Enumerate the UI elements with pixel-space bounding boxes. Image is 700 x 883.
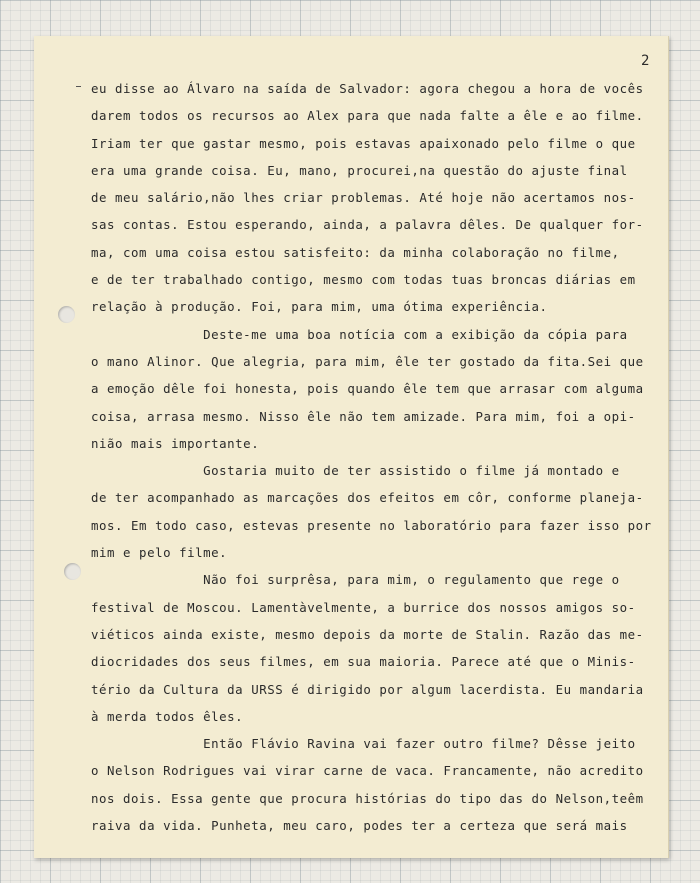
text-line: sas contas. Estou esperando, ainda, a palavra dêles. De qualquer for-: [91, 217, 644, 233]
punch-hole-upper: [58, 306, 75, 323]
text-line: a emoção dêle foi honesta, pois quando êle tem que arrasar com alguma: [91, 381, 644, 397]
text-line: à merda todos êles.: [91, 708, 244, 724]
page-number: 2: [641, 53, 650, 69]
text-line: ma, com uma coisa estou satisfeito: da minha colaboração no filme,: [91, 244, 620, 260]
text-line: o Nelson Rodrigues vai virar carne de vaca. Francamente, não acredito: [91, 763, 644, 779]
text-line: nos dois. Essa gente que procura histórias do tipo das do Nelson,teêm: [91, 790, 644, 806]
text-line: mos. Em todo caso, estevas presente no laboratório para fazer isso por: [91, 517, 652, 533]
text-line: eu disse ao Álvaro na saída de Salvador: agora chegou a hora de vocês: [91, 81, 644, 96]
text-line: Gostaria muito de ter assistido o filme já montado e: [91, 463, 620, 479]
text-line: o mano Alinor. Que alegria, para mim, êle ter gostado da fita.Sei que: [91, 353, 644, 369]
text-line: de ter acompanhado as marcações dos efeitos em côr, conforme planeja-: [91, 490, 644, 506]
text-line: nião mais importante.: [91, 435, 260, 451]
punch-hole-lower: [64, 563, 81, 580]
text-line: era uma grande coisa. Eu, mano, procurei,na questão do ajuste final: [91, 162, 628, 178]
text-line: e de ter trabalhado contigo, mesmo com todas tuas broncas diárias em: [91, 272, 636, 288]
text-line: festival de Moscou. Lamentàvelmente, a burrice dos nossos amigos so-: [91, 599, 636, 615]
text-line: Iriam ter que gastar mesmo, pois estavas apaixonado pelo filme o que: [91, 135, 636, 151]
text-line: coisa, arrasa mesmo. Nisso êle não tem amizade. Para mim, foi a opi-: [91, 408, 636, 424]
text-line: de meu salário,não lhes criar problemas. Até hoje não acertamos nos-: [91, 190, 636, 206]
text-line: viéticos ainda existe, mesmo depois da morte de Stalin. Razão das me-: [91, 626, 644, 642]
text-line: darem todos os recursos ao Alex para que nada falte a êle e ao filme.: [91, 108, 644, 124]
margin-mark: [76, 86, 81, 87]
text-line: Não foi surprêsa, para mim, o regulamento que rege o: [91, 572, 620, 588]
text-line: raiva da vida. Punheta, meu caro, podes ter a certeza que será mais: [91, 818, 628, 834]
text-line: relação à produção. Foi, para mim, uma ótima experiência.: [91, 299, 548, 315]
text-line: Então Flávio Ravina vai fazer outro filme? Dêsse jeito: [91, 736, 636, 752]
text-line: mim e pelo filme.: [91, 545, 228, 561]
typed-letter-body: [91, 75, 657, 839]
text-line: Deste-me uma boa notícia com a exibição da cópia para: [91, 326, 628, 342]
text-line: tério da Cultura da URSS é dirigido por algum lacerdista. Eu mandaria: [91, 681, 644, 697]
text-line: diocridades dos seus filmes, em sua maioria. Parece até que o Minis-: [91, 654, 636, 670]
